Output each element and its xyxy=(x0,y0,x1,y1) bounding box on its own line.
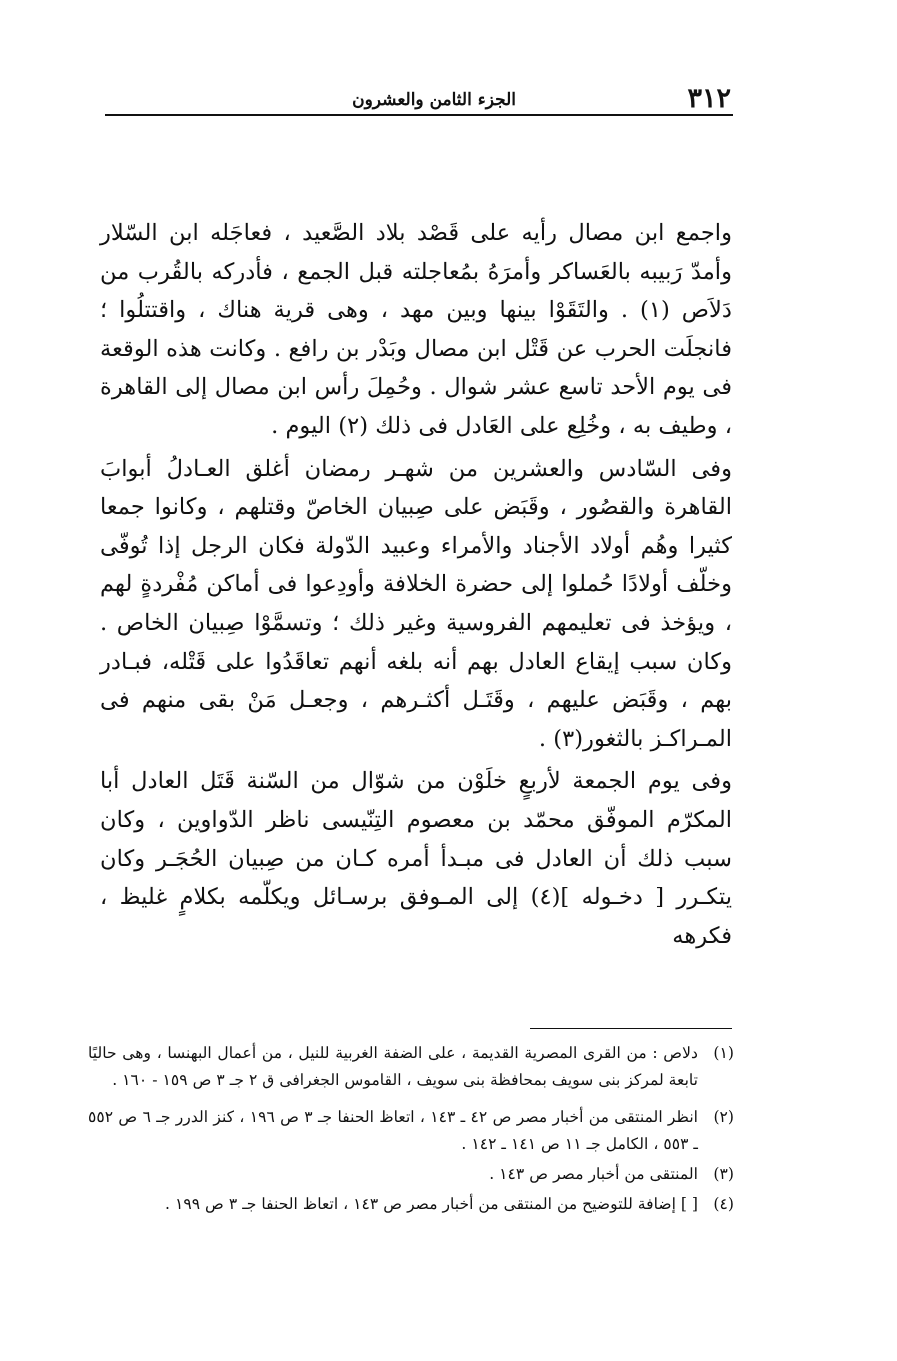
footnote-text: انظر المنتقى من أخبار مصر ص ٤٢ ـ ١٤٣ ، اتعاظ الحنفا جـ ٣ ص ١٩٦ ، كنز الدرر جـ ٦ ص ٥٥٢ ـ ٥٥٣ ، الكامل جـ ١١ ص ١٤١ ـ ١٤٢ . xyxy=(88,1108,699,1153)
paragraph: وفى يوم الجمعة لأربعٍ خلَوْن من شوّال من السّنة قَتَل العادل أبا المكرّم الموفّق محمّد بن معصوم التِنّيسى ناظر الدّواوين ، وكان سبب ذلك أن العادل فى مبـدأ أمره كـان من صِبيان الحُجَـر وكان يتكـرر [ دخـوله ](٤) إلى المـوفق برسـائل ويكلّمه بكلامٍ غليظ ، فكرهه xyxy=(100,768,732,949)
footnote-text: المنتقى من أخبار مصر ص ١٤٣ . xyxy=(489,1165,698,1183)
paragraph: واجمع ابن مصال رأيه على قَصْد بلاد الصَّعيد ، فعاجَله ابن السّلار وأمدّ رَبيبه بالعَساكر وأمرَهُ بمُعاجلته قبل الجمع ، فأدركه بالقُرب من دَلاَص (١) . والتَقَوْا بينها وبين مهد ، وهى قرية هناك ، واقتتلُوا ؛ فانجلَت الحرب عن قَتْل ابن مصال وبَدْر بن رافع . وكانت هذه الوقعة فى يوم الأحد تاسع عشر شوال . وحُمِلَ رأس ابن مصال إلى القاهرة ، وطيف به ، وخُلِع على العَادل فى ذلك (٢) اليوم . xyxy=(100,220,732,439)
footnote-marker: (١) xyxy=(713,1044,734,1062)
footnote xyxy=(88,1104,734,1158)
header-rule xyxy=(105,114,733,116)
running-title: الجزء الثامن والعشرون xyxy=(352,90,516,110)
footnote-marker: (٢) xyxy=(713,1108,735,1126)
page-header xyxy=(105,84,731,116)
footnote xyxy=(88,1040,734,1094)
footnote xyxy=(88,1191,734,1218)
footnote-marker: (٤) xyxy=(713,1195,734,1213)
footnote-separator xyxy=(530,1028,732,1029)
footnotes xyxy=(88,1040,734,1218)
footnote xyxy=(88,1161,734,1188)
footnote-text: [ ] إضافة للتوضيح من المنتقى من أخبار مصر ص ١٤٣ ، اتعاظ الحنفا جـ ٣ ص ١٩٩ . xyxy=(165,1195,698,1213)
footnote-marker: (٣) xyxy=(713,1165,734,1183)
footnote-text: دلاص : من القرى المصرية القديمة ، على الضفة الغربية للنيل ، من أعمال البهنسا ، وهى حاليًا تابعة لمركز بنى سويف بمحافظة بنى سويف ، القاموس الجغرافى ق ٢ جـ ٣ ص ١٥٩ - ١٦٠ . xyxy=(88,1044,698,1089)
paragraph: وفى السّادس والعشرين من شهـر رمضان أغلق العـادلُ أبوابَ القاهرة والقصُور ، وقَبَض على صِبيان الخاصّ وقتلهم ، وكانوا جمعا كثيرا وهُم أولاد الأجناد والأمراء وعبيد الدّولة فكان الرجل إذا تُوفّى وخلّف أولادًا حُملوا إلى حضرة الخلافة وأودِعوا فى أماكن مُفْردةٍ لهم ، ويؤخذ فى تعليمهم الفروسية وغير ذلك ؛ وتسمَّوْا صِبيان الخاص . وكان سبب إيقاع العادل بهم أنه بلغه أنهم تعاقَدُوا على قَتْله، فبـادر بهم ، وقَبَض عليهم ، وقَتَـل أكثـرهم ، وجعـل مَنْ بقى منهم فى المـراكـز بالثغور(٣) . xyxy=(100,455,732,752)
main-text xyxy=(100,214,732,955)
page-number: ٣١٢ xyxy=(687,83,731,114)
